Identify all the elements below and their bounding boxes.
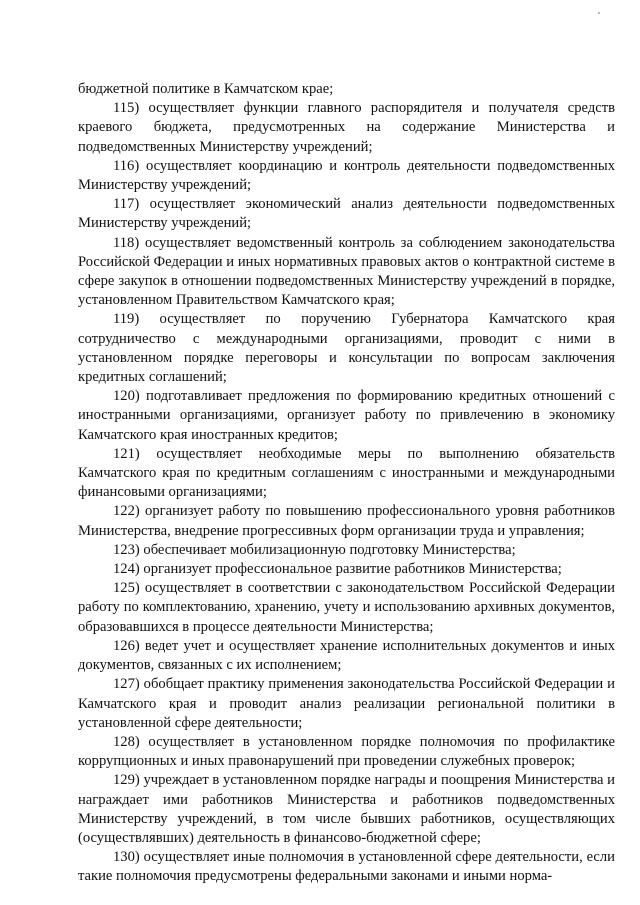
paragraph-item-118: 118) осуществляет ведомственный контроль за соблюдением законодательства Российской Федерации и иных нормативных правовых актов о контрактной системе в сфере закупок в отношении подведомственных Министерству учреждений в порядке, установленном Правительством Камчатского края; (78, 234, 615, 309)
paragraph-item-121: 121) осуществляет необходимые меры по выполнению обязательств Камчатского края по кредитным соглашениям с иностранными и международными финансовыми организациями; (78, 445, 615, 501)
paragraph-item-122: 122) организует работу по повышению профессионального уровня работников Министерства, внедрение прогрессивных форм организации труда и управления; (78, 503, 615, 539)
paragraph-item-120: 120) подготавливает предложения по формированию кредитных отношений с иностранными организациями, организует работу по привлечению в экономику Камчатского края иностранных кредитов; (78, 388, 615, 443)
paragraph-item-128: 128) осуществляет в установленном порядке полномочия по профилактике коррупционных и иных правонарушений при проведении служебных проверок; (78, 733, 615, 770)
paragraph-item-119: 119) осуществляет по поручению Губернатора Камчатского края сотрудничество с международными организациями, проводит с ними в установленном порядке переговоры и консультации по вопросам заключения кредитных соглашений; (78, 311, 615, 386)
paragraph-item-115: 115) осуществляет функции главного распорядителя и получателя средств краевого бюджета, предусмотренных на содержание Министерства и подведомственных Министерству учреждений; (78, 100, 615, 155)
paragraph-item-129: 129) учреждает в установленном порядке награды и поощрения Министерства и награждает ими работников Министерства и работников подведомственных Министерству учреждений, в том числе бывших работников, осуществляющих (осуществлявших) деятельность в финансово-бюджетной сфере; (78, 772, 615, 846)
document-body (78, 80, 615, 887)
paragraph-item-127: 127) обобщает практику применения законодательства Российской Федерации и Камчатского края и проводит анализ реализации региональной политики в установленной сфере деятельности; (78, 676, 615, 731)
scan-speck (598, 12, 600, 14)
paragraph-item-123: 123) обеспечивает мобилизационную подготовку Министерства; (113, 541, 516, 558)
paragraph-item-116: 116) осуществляет координацию и контроль деятельности подведомственных Министерству учреждений; (78, 157, 615, 194)
paragraph-item-130: 130) осуществляет иные полномочия в установленной сфере деятельности, если такие полномочия предусмотрены федеральными законами и иными норма- (78, 849, 615, 885)
paragraph-item-126: 126) ведет учет и осуществляет хранение исполнительных документов и иных документов, связанных с их исполнением; (78, 637, 615, 674)
paragraph-item-117: 117) осуществляет экономический анализ деятельности подведомственных Министерству учреждений; (78, 196, 615, 232)
paragraph-item-124: 124) организует профессиональное развитие работников Министерства; (113, 561, 562, 578)
paragraph-item-125: 125) осуществляет в соответствии с законодательством Российской Федерации работу по комплектованию, хранению, учету и использованию архивных документов, образовавшихся в процессе деятельности Министерства; (78, 580, 615, 635)
paragraph-continuation: бюджетной политике в Камчатском крае; (78, 81, 334, 97)
